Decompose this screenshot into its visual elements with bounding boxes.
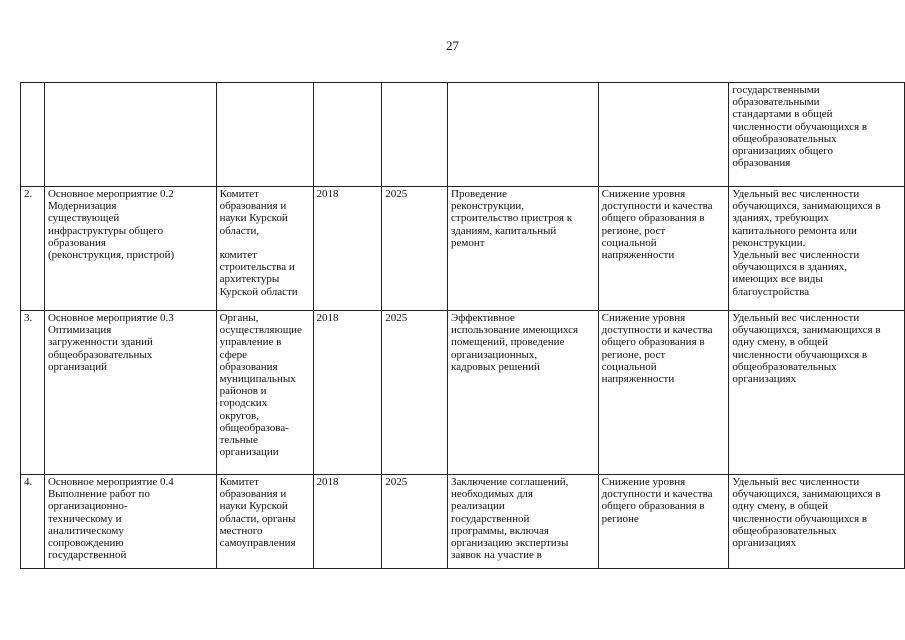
end-year: 2025	[382, 311, 448, 475]
row-number: 4.	[21, 475, 45, 569]
table-row	[21, 83, 905, 187]
table-row	[21, 475, 905, 569]
start-year: 2018	[313, 311, 382, 475]
end-year	[382, 83, 448, 187]
start-year	[313, 83, 382, 187]
program-measures-table	[20, 82, 905, 569]
executor	[216, 83, 313, 187]
row-number: 3.	[21, 311, 45, 475]
related-indicator: Удельный вес численности обучающихся, занимающихся в одну смену, в общей численности обучающихся в общеобразовательных организациях	[729, 475, 905, 569]
executor: Комитет образования и науки Курской области, комитет строительства и архитектуры Курской области	[216, 187, 313, 311]
non-implementation-consequence	[598, 83, 729, 187]
start-year: 2018	[313, 475, 382, 569]
row-number: 2.	[21, 187, 45, 311]
table-row	[21, 187, 905, 311]
start-year: 2018	[313, 187, 382, 311]
measure-content: Эффективное использование имеющихся помещений, проведение организационных, кадровых решений	[448, 311, 599, 475]
row-number	[21, 83, 45, 187]
table-row	[21, 311, 905, 475]
measure-content: Заключение соглашений, необходимых для реализации государственной программы, включая организацию экспертизы заявок на участие в	[448, 475, 599, 569]
measure-name	[44, 83, 216, 187]
measure-content: Проведение реконструкции, строительство пристроя к зданиям, капитальный ремонт	[448, 187, 599, 311]
measure-content	[448, 83, 599, 187]
executor: Органы, осуществляющие управление в сфере образования муниципальных районов и городских округов, общеобразова- тельные организации	[216, 311, 313, 475]
page-number: 27	[446, 38, 459, 53]
end-year: 2025	[382, 187, 448, 311]
measure-name: Основное мероприятие 0.2 Модернизация существующей инфраструктуры общего образования (реконструкция, пристрой)	[44, 187, 216, 311]
related-indicator: Удельный вес численности обучающихся, занимающихся в одну смену, в общей численности обучающихся в общеобразовательных организациях	[729, 311, 905, 475]
measure-name: Основное мероприятие 0.3 Оптимизация загруженности зданий общеобразовательных организаций	[44, 311, 216, 475]
related-indicator: Удельный вес численности обучающихся, занимающихся в зданиях, требующих капитального ремонта или реконструкции. Удельный вес численности обучающихся в зданиях, имеющих все виды благоустройства	[729, 187, 905, 311]
non-implementation-consequence: Снижение уровня доступности и качества общего образования в регионе, рост социальной напряженности	[598, 187, 729, 311]
end-year: 2025	[382, 475, 448, 569]
non-implementation-consequence: Снижение уровня доступности и качества общего образования в регионе, рост социальной напряженности	[598, 311, 729, 475]
measure-name: Основное мероприятие 0.4 Выполнение работ по организационно- техническому и аналитическому сопровождению государственной	[44, 475, 216, 569]
non-implementation-consequence: Снижение уровня доступности и качества общего образования в регионе	[598, 475, 729, 569]
related-indicator: государственными образовательными стандартами в общей численности обучающихся в общеобразовательных организациях общего образования	[729, 83, 905, 187]
executor: Комитет образования и науки Курской области, органы местного самоуправления	[216, 475, 313, 569]
